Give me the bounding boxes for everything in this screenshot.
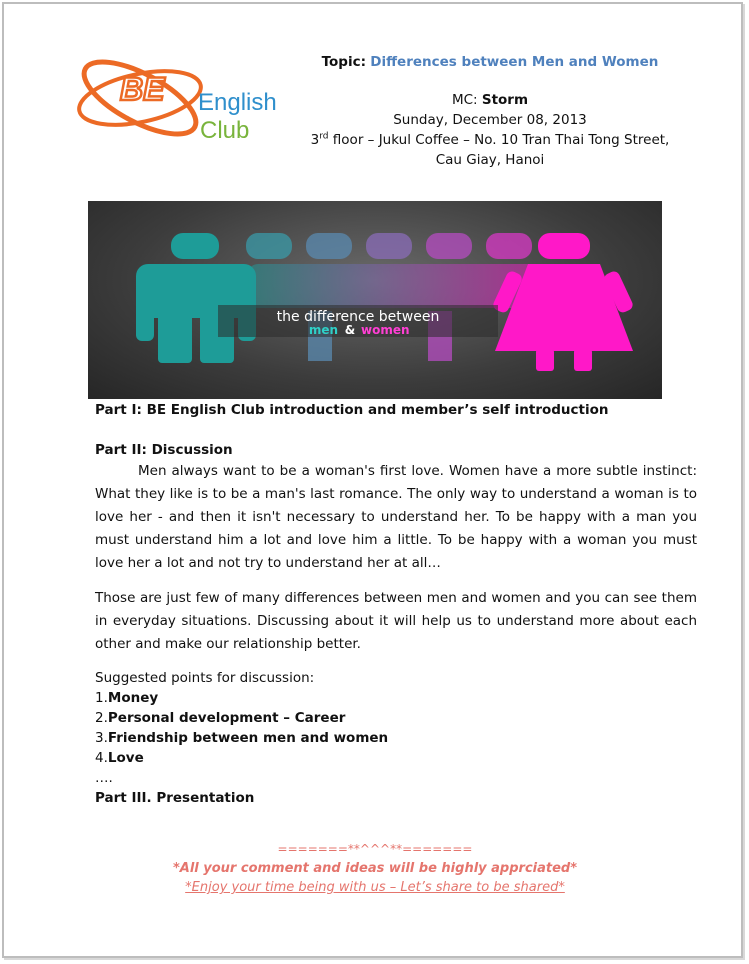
footer-divider: =======**^^^**======= xyxy=(277,842,473,856)
man-figure xyxy=(136,233,256,363)
banner-women: women xyxy=(361,323,410,337)
banner-men: men xyxy=(308,323,338,337)
point-text: Friendship between men and women xyxy=(107,730,389,746)
mc-line xyxy=(290,90,690,110)
logo-english: English xyxy=(198,89,277,116)
list-item xyxy=(95,748,697,768)
banner-amp: & xyxy=(344,323,356,337)
topic-line xyxy=(290,52,690,72)
point-text: Personal development – Career xyxy=(107,710,346,726)
discussion-paragraph-2: Those are just few of many differences between men and women and you can see them in everyday situations. Discussing about it will help us to understand more about each other and make our relationship better. xyxy=(95,590,697,652)
point-text: Love xyxy=(107,750,144,766)
logo-club: Club xyxy=(200,117,250,144)
point-number: 3. xyxy=(95,730,108,746)
point-number: 1. xyxy=(95,690,108,706)
discussion-paragraph-1: Men always want to be a woman's first love. Women have a more subtle instinct: What they like is to be a man's last romance. The only way to understand a woman is to love her - and then it isn't necessary to understand her. To be happy with a man you must understand him a lot and love him a little. To be happy with a woman you must love her a lot and not try to understand her at all… xyxy=(95,463,697,571)
event-header xyxy=(290,52,690,170)
suggested-points-label: Suggested points for discussion: xyxy=(95,670,315,686)
floor-number: 3 xyxy=(310,132,320,148)
part3-heading: Part III. Presentation xyxy=(95,790,255,806)
logo-be: BE xyxy=(120,71,165,107)
footer-share-line: *Enjoy your time being with us – Let’s share to be shared* xyxy=(185,880,565,895)
footer-appreciation: *All your comment and ideas will be highly apprciated* xyxy=(172,861,578,876)
be-english-club-logo xyxy=(70,48,285,166)
list-item xyxy=(95,708,697,728)
point-text: Money xyxy=(107,690,159,706)
footer xyxy=(150,840,600,897)
event-address-line1 xyxy=(290,130,690,150)
list-item xyxy=(95,728,697,748)
point-number: 4. xyxy=(95,750,108,766)
list-item xyxy=(95,688,697,708)
mc-name: Storm xyxy=(481,92,529,108)
document-body xyxy=(95,400,697,808)
event-date: Sunday, December 08, 2013 xyxy=(393,112,587,128)
point-number: 2. xyxy=(95,710,108,726)
topic-label: Topic: xyxy=(321,54,366,70)
part2-heading: Part II: Discussion xyxy=(95,442,233,458)
banner-figures xyxy=(88,201,662,399)
floor-suffix: rd xyxy=(319,131,329,142)
mc-label: MC: xyxy=(451,92,478,108)
banner-line1: the difference between xyxy=(276,309,440,325)
address-rest: floor – Jukul Coffee – No. 10 Tran Thai Tong Street, xyxy=(328,132,670,148)
part1-heading: Part I: BE English Club introduction and member’s self introduction xyxy=(95,402,609,418)
topic-value: Differences between Men and Women xyxy=(370,54,659,70)
list-ellipsis: …. xyxy=(95,770,113,786)
banner-image xyxy=(88,201,662,399)
event-address-line2: Cau Giay, Hanoi xyxy=(435,152,545,168)
